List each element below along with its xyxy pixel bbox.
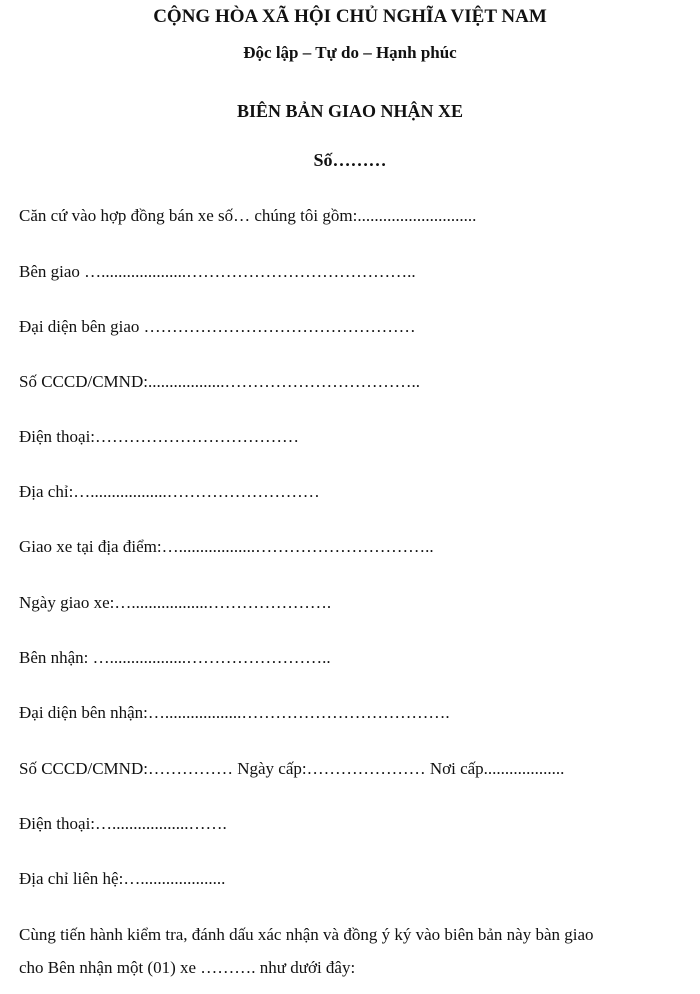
document-title: BIÊN BẢN GIAO NHẬN XE — [236, 101, 464, 121]
receiving-phone-field: Điện thoại:…..................……. — [19, 814, 227, 833]
agreement-paragraph-line-2: cho Bên nhận một (01) xe ………. như dưới đây: — [19, 958, 356, 977]
national-title: CỘNG HÒA XÃ HỘI CHỦ NGHĨA VIỆT NAM — [153, 6, 547, 27]
national-motto: Độc lập – Tự do – Hạnh phúc — [243, 43, 457, 62]
document-number: Số……… — [313, 150, 387, 170]
contract-basis-line: Căn cứ vào hợp đồng bán xe số… chúng tôi gồm:............................ — [19, 206, 477, 225]
receiving-party-field: Bên nhận: …..................…………………….. — [19, 648, 331, 667]
receiving-representative-field: Đại diện bên nhận:…..................………………………………. — [19, 703, 450, 722]
delivering-id-number-field: Số CCCD/CMND:..................…………………………….. — [19, 372, 420, 391]
delivery-date-field: Ngày giao xe:…..................…………………. — [19, 593, 332, 612]
delivering-address-field: Địa chỉ:…..................……………………… — [19, 482, 320, 501]
delivering-party-field: Bên giao …....................………………………………….. — [19, 262, 416, 281]
delivering-representative-field: Đại diện bên giao ………………………………………… — [19, 317, 416, 336]
receiving-contact-address-field: Địa chỉ liên hệ:….................... — [19, 869, 226, 888]
agreement-paragraph-line-1: Cùng tiến hành kiểm tra, đánh dấu xác nhận và đồng ý ký vào biên bản này bàn giao — [19, 925, 594, 944]
delivery-location-field: Giao xe tại địa điểm:…..................………………………….. — [19, 537, 434, 556]
receiving-id-issue-line: Số CCCD/CMND:…………… Ngày cấp:………………… Nơi cấp................... — [19, 759, 565, 778]
delivering-phone-field: Điện thoại:……………………………… — [19, 427, 300, 446]
